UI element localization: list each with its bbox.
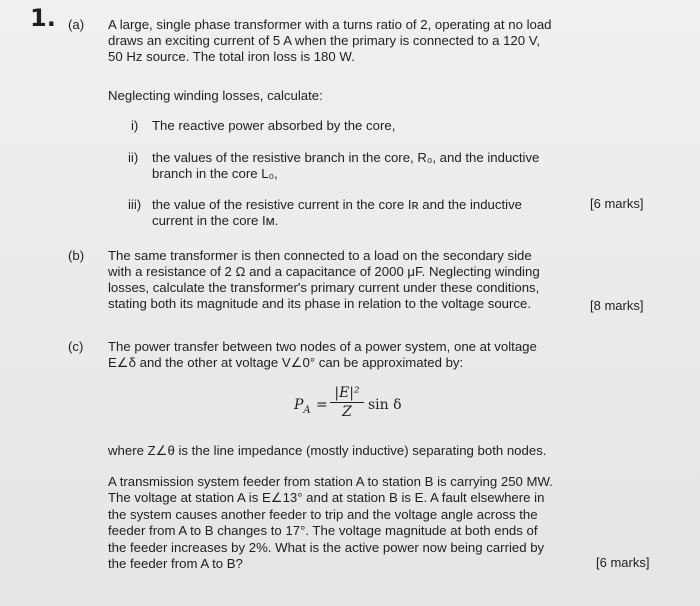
item-iii-line: the value of the resistive current in the core Iʀ and the inductive: [152, 197, 523, 212]
part-b-text: [108, 248, 583, 312]
formula-fraction: [330, 385, 364, 420]
part-c-intro: [108, 339, 583, 371]
part-c-marks: [6 marks]: [596, 555, 650, 570]
item-ii-number: ii): [128, 150, 139, 165]
item-iii-text: [152, 197, 582, 229]
part-b-marks: [8 marks]: [590, 298, 644, 313]
part-b-line: losses, calculate the transformer's primary current under these conditions,: [108, 280, 540, 295]
formula-equals: =: [316, 397, 328, 413]
part-c-problem-line: feeder from A to B changes to 17°. The voltage magnitude at both ends of: [108, 523, 538, 539]
part-a-label: (a): [68, 17, 85, 32]
part-a-instruction: Neglecting winding losses, calculate:: [108, 88, 323, 103]
item-ii-text: [152, 150, 582, 182]
part-a-intro: [108, 17, 588, 65]
formula-lhs: [294, 397, 311, 416]
part-c-problem-line: A transmission system feeder from station A to station B is carrying 250 MW.: [108, 474, 553, 489]
part-b-line: stating both its magnitude and its phase in relation to the voltage source.: [108, 296, 531, 311]
item-iii-line: current in the core Iᴍ.: [152, 213, 279, 228]
item-i-number: i): [131, 118, 139, 133]
part-c-line: E∠δ and the other at voltage V∠0° can be approximated by:: [108, 355, 464, 370]
part-c-problem-line: the feeder increases by 2%. What is the active power now being carried by: [108, 539, 545, 555]
item-ii-line: branch in the core L₀,: [152, 166, 278, 181]
part-c-problem: [108, 474, 588, 572]
question-number: 1.: [30, 4, 56, 32]
part-c-problem-line: the feeder from A to B?: [108, 556, 243, 572]
formula-numerator: |E|²: [330, 385, 364, 403]
formula-lhs-subscript: A: [303, 404, 311, 416]
part-c-label: (c): [68, 339, 84, 354]
item-ii-line: the values of the resistive branch in the core, R₀, and the inductive: [152, 150, 540, 165]
item-i-text: The reactive power absorbed by the core,: [152, 118, 396, 133]
part-a-intro-line: A large, single phase transformer with a turns ratio of 2, operating at no load: [108, 17, 552, 32]
part-b-line: with a resistance of 2 Ω and a capacitance of 2000 μF. Neglecting winding: [108, 264, 540, 279]
formula-lhs-symbol: P: [294, 397, 304, 413]
part-c-line: The power transfer between two nodes of a power system, one at voltage: [108, 339, 537, 354]
formula-sine-term: sin δ: [368, 397, 402, 413]
part-c-problem-line: the system causes another feeder to trip and the voltage angle across the: [108, 506, 538, 522]
part-c-problem-line: The voltage at station A is E∠13° and at station B is E. A fault elsewhere in: [108, 490, 545, 506]
part-a-intro-line: 50 Hz source. The total iron loss is 180 W.: [108, 49, 355, 64]
part-b-label: (b): [68, 248, 85, 263]
item-iii-number: iii): [128, 197, 142, 212]
part-a-marks: [6 marks]: [590, 196, 644, 211]
part-a-intro-line: draws an exciting current of 5 A when the primary is connected to a 120 V,: [108, 33, 541, 48]
part-b-line: The same transformer is then connected to a load on the secondary side: [108, 248, 532, 263]
formula-denominator: Z: [342, 404, 352, 420]
part-c-where: where Z∠θ is the line impedance (mostly inductive) separating both nodes.: [108, 443, 547, 458]
